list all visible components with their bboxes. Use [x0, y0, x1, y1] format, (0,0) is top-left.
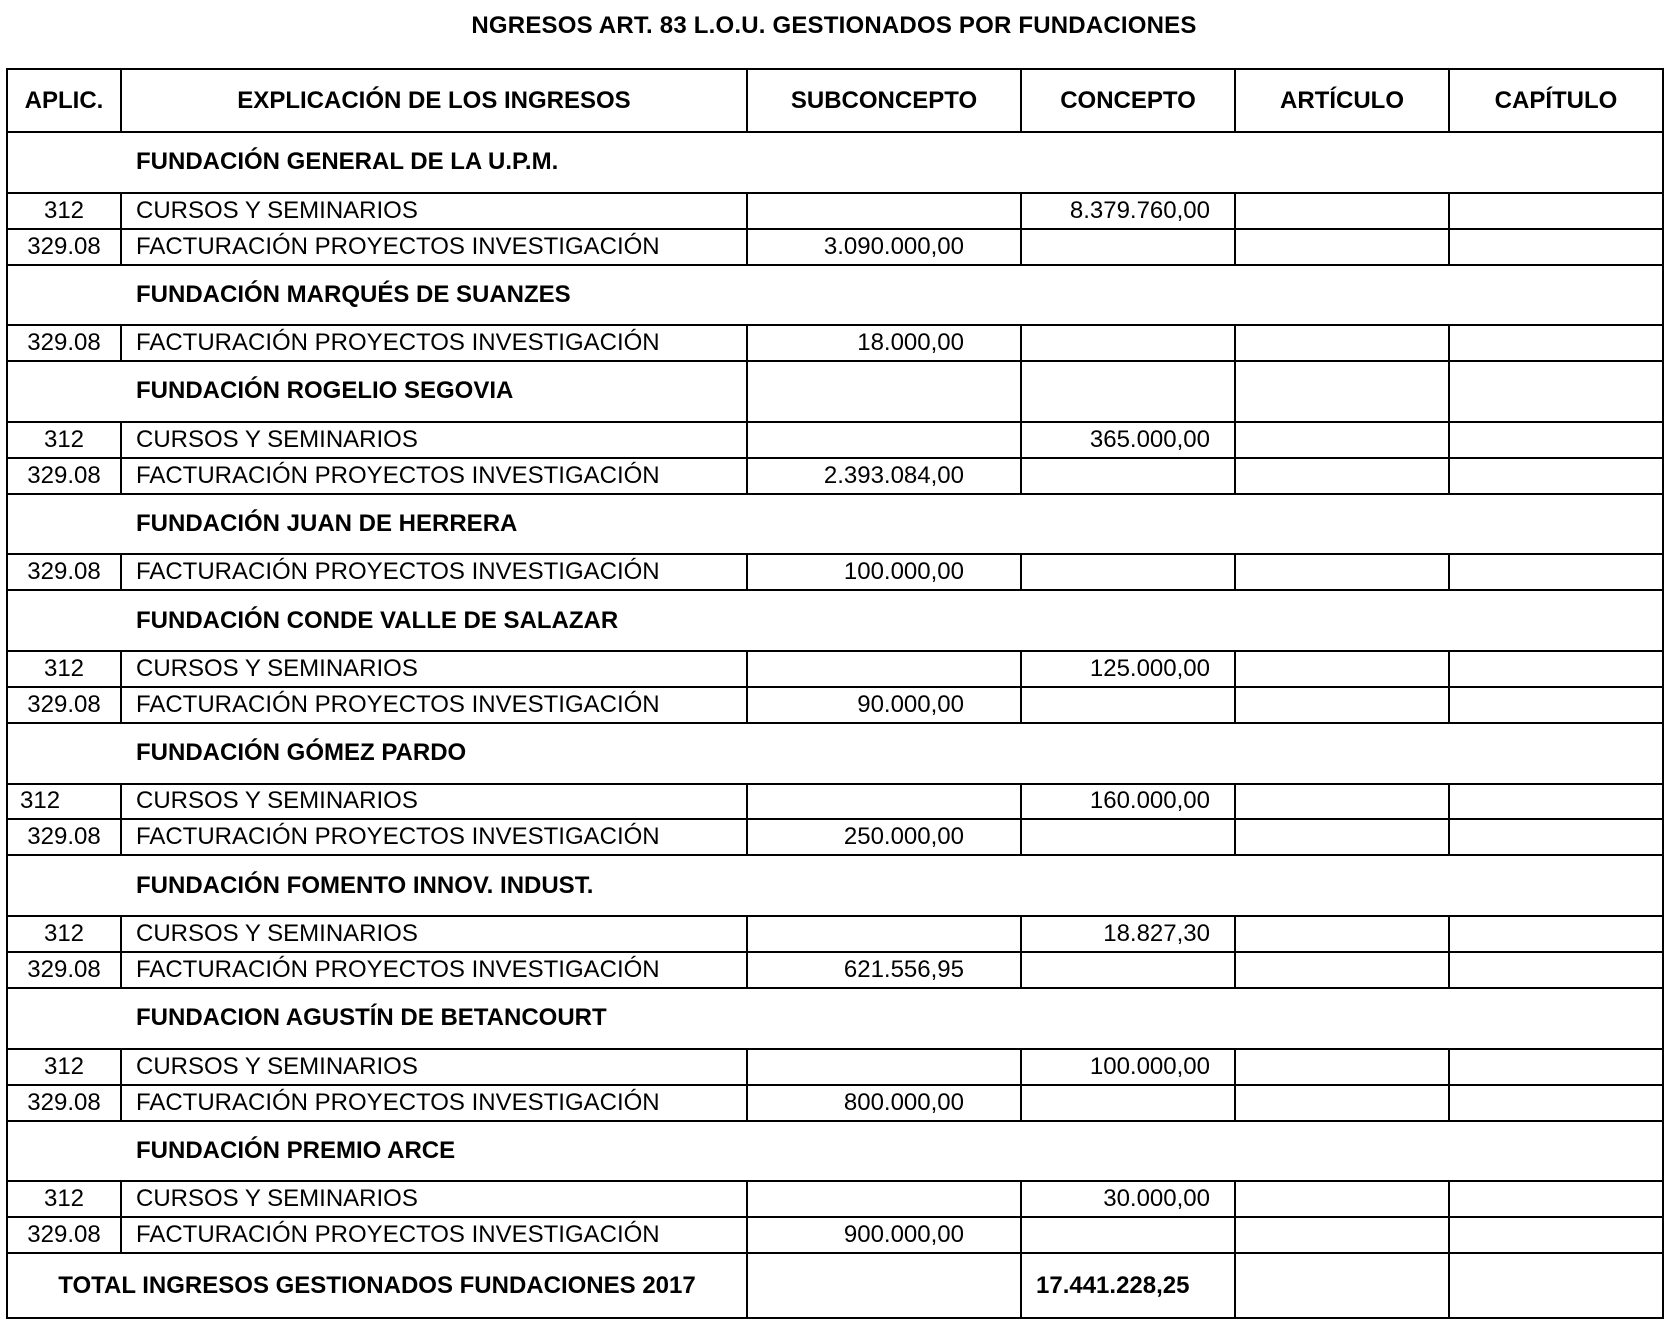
group-empty-cell: [1021, 265, 1235, 326]
concepto-cell: [1021, 819, 1235, 855]
header-aplic: APLIC.: [7, 69, 121, 132]
articulo-cell: [1235, 422, 1449, 458]
group-empty-cell: [1449, 132, 1663, 193]
group-empty-cell: [1021, 855, 1235, 916]
group-empty-cell: [1449, 494, 1663, 555]
group-empty-cell: [1235, 723, 1449, 784]
group-empty-cell: [747, 855, 1021, 916]
table-row: [7, 229, 1663, 265]
foundation-group-row: [7, 494, 1663, 555]
description-cell: FACTURACIÓN PROYECTOS INVESTIGACIÓN: [121, 1085, 747, 1121]
foundation-name: FUNDACIÓN MARQUÉS DE SUANZES: [7, 265, 747, 326]
subconcepto-cell: [747, 1181, 1021, 1217]
aplic-cell: 329.08: [7, 458, 121, 494]
foundation-group-row: [7, 361, 1663, 422]
group-empty-cell: [1235, 132, 1449, 193]
group-empty-cell: [1021, 361, 1235, 422]
table-row: [7, 687, 1663, 723]
description-cell: CURSOS Y SEMINARIOS: [121, 784, 747, 820]
foundation-name: FUNDACIÓN GÓMEZ PARDO: [7, 723, 747, 784]
subconcepto-cell: [747, 422, 1021, 458]
aplic-cell: 312: [7, 422, 121, 458]
table-row: [7, 1085, 1663, 1121]
description-cell: FACTURACIÓN PROYECTOS INVESTIGACIÓN: [121, 458, 747, 494]
group-empty-cell: [1021, 988, 1235, 1049]
subconcepto-cell: 90.000,00: [747, 687, 1021, 723]
articulo-cell: [1235, 1181, 1449, 1217]
table-row: [7, 325, 1663, 361]
description-cell: CURSOS Y SEMINARIOS: [121, 651, 747, 687]
total-label: TOTAL INGRESOS GESTIONADOS FUNDACIONES 2017: [7, 1253, 747, 1318]
concepto-cell: [1021, 458, 1235, 494]
foundation-name: FUNDACION AGUSTÍN DE BETANCOURT: [7, 988, 747, 1049]
concepto-cell: [1021, 952, 1235, 988]
capitulo-cell: [1449, 651, 1663, 687]
concepto-cell: [1021, 325, 1235, 361]
table-row: [7, 458, 1663, 494]
articulo-cell: [1235, 819, 1449, 855]
capitulo-cell: [1449, 784, 1663, 820]
subconcepto-cell: 250.000,00: [747, 819, 1021, 855]
aplic-cell: 329.08: [7, 554, 121, 590]
subconcepto-cell: 100.000,00: [747, 554, 1021, 590]
table-row: [7, 554, 1663, 590]
table-row: [7, 784, 1663, 820]
foundation-group-row: [7, 265, 1663, 326]
articulo-cell: [1235, 916, 1449, 952]
description-cell: FACTURACIÓN PROYECTOS INVESTIGACIÓN: [121, 687, 747, 723]
table-row: [7, 952, 1663, 988]
total-articulo-cell: [1235, 1253, 1449, 1318]
table-row: [7, 193, 1663, 229]
concepto-cell: 18.827,30: [1021, 916, 1235, 952]
header-articulo: ARTÍCULO: [1235, 69, 1449, 132]
description-cell: FACTURACIÓN PROYECTOS INVESTIGACIÓN: [121, 952, 747, 988]
group-empty-cell: [1449, 1121, 1663, 1182]
header-capitulo: CAPÍTULO: [1449, 69, 1663, 132]
aplic-cell: 329.08: [7, 952, 121, 988]
concepto-cell: [1021, 1085, 1235, 1121]
aplic-cell: 312: [7, 1049, 121, 1085]
description-cell: CURSOS Y SEMINARIOS: [121, 193, 747, 229]
subconcepto-cell: [747, 651, 1021, 687]
articulo-cell: [1235, 1085, 1449, 1121]
group-empty-cell: [747, 723, 1021, 784]
subconcepto-cell: 2.393.084,00: [747, 458, 1021, 494]
aplic-cell: 312: [7, 193, 121, 229]
group-empty-cell: [1021, 590, 1235, 651]
header-concepto: CONCEPTO: [1021, 69, 1235, 132]
header-row: [7, 69, 1663, 132]
group-empty-cell: [1449, 361, 1663, 422]
capitulo-cell: [1449, 325, 1663, 361]
group-empty-cell: [1021, 132, 1235, 193]
concepto-cell: [1021, 1217, 1235, 1253]
articulo-cell: [1235, 651, 1449, 687]
group-empty-cell: [1021, 494, 1235, 555]
foundation-group-row: [7, 855, 1663, 916]
group-empty-cell: [1021, 1121, 1235, 1182]
total-capitulo-cell: [1449, 1253, 1663, 1318]
aplic-cell: 329.08: [7, 687, 121, 723]
total-concepto: 17.441.228,25: [1021, 1253, 1235, 1318]
aplic-cell: 312: [7, 784, 121, 820]
foundation-name: FUNDACIÓN ROGELIO SEGOVIA: [7, 361, 747, 422]
group-empty-cell: [747, 265, 1021, 326]
group-empty-cell: [1235, 494, 1449, 555]
group-empty-cell: [1449, 265, 1663, 326]
header-subconcepto: SUBCONCEPTO: [747, 69, 1021, 132]
group-empty-cell: [747, 988, 1021, 1049]
foundation-name: FUNDACIÓN CONDE VALLE DE SALAZAR: [7, 590, 747, 651]
subconcepto-cell: 621.556,95: [747, 952, 1021, 988]
aplic-cell: 329.08: [7, 229, 121, 265]
table-row: [7, 1049, 1663, 1085]
capitulo-cell: [1449, 229, 1663, 265]
table-row: [7, 651, 1663, 687]
capitulo-cell: [1449, 1049, 1663, 1085]
foundation-group-row: [7, 988, 1663, 1049]
foundation-name: FUNDACIÓN FOMENTO INNOV. INDUST.: [7, 855, 747, 916]
concepto-cell: [1021, 554, 1235, 590]
table-row: [7, 1181, 1663, 1217]
total-row: [7, 1253, 1663, 1318]
group-empty-cell: [1235, 855, 1449, 916]
group-empty-cell: [1449, 988, 1663, 1049]
group-empty-cell: [747, 132, 1021, 193]
table-row: [7, 422, 1663, 458]
concepto-cell: 160.000,00: [1021, 784, 1235, 820]
subconcepto-cell: [747, 193, 1021, 229]
group-empty-cell: [1449, 855, 1663, 916]
foundation-name: FUNDACIÓN GENERAL DE LA U.P.M.: [7, 132, 747, 193]
group-empty-cell: [1235, 1121, 1449, 1182]
capitulo-cell: [1449, 687, 1663, 723]
aplic-cell: 312: [7, 651, 121, 687]
concepto-cell: 365.000,00: [1021, 422, 1235, 458]
subconcepto-cell: 18.000,00: [747, 325, 1021, 361]
articulo-cell: [1235, 325, 1449, 361]
table-row: [7, 1217, 1663, 1253]
description-cell: CURSOS Y SEMINARIOS: [121, 1049, 747, 1085]
total-subconcepto-cell: [747, 1253, 1021, 1318]
group-empty-cell: [1021, 723, 1235, 784]
concepto-cell: [1021, 229, 1235, 265]
group-empty-cell: [747, 494, 1021, 555]
aplic-cell: 329.08: [7, 325, 121, 361]
capitulo-cell: [1449, 554, 1663, 590]
table-row: [7, 819, 1663, 855]
description-cell: FACTURACIÓN PROYECTOS INVESTIGACIÓN: [121, 819, 747, 855]
aplic-cell: 329.08: [7, 1217, 121, 1253]
group-empty-cell: [747, 361, 1021, 422]
articulo-cell: [1235, 554, 1449, 590]
subconcepto-cell: 900.000,00: [747, 1217, 1021, 1253]
capitulo-cell: [1449, 1085, 1663, 1121]
description-cell: CURSOS Y SEMINARIOS: [121, 916, 747, 952]
group-empty-cell: [1235, 988, 1449, 1049]
foundation-name: FUNDACIÓN JUAN DE HERRERA: [7, 494, 747, 555]
aplic-cell: 329.08: [7, 1085, 121, 1121]
header-explicacion: EXPLICACIÓN DE LOS INGRESOS: [121, 69, 747, 132]
group-empty-cell: [747, 1121, 1021, 1182]
description-cell: FACTURACIÓN PROYECTOS INVESTIGACIÓN: [121, 554, 747, 590]
description-cell: FACTURACIÓN PROYECTOS INVESTIGACIÓN: [121, 325, 747, 361]
subconcepto-cell: 3.090.000,00: [747, 229, 1021, 265]
concepto-cell: 8.379.760,00: [1021, 193, 1235, 229]
articulo-cell: [1235, 687, 1449, 723]
subconcepto-cell: 800.000,00: [747, 1085, 1021, 1121]
subconcepto-cell: [747, 1049, 1021, 1085]
capitulo-cell: [1449, 916, 1663, 952]
description-cell: CURSOS Y SEMINARIOS: [121, 422, 747, 458]
foundation-group-row: [7, 590, 1663, 651]
income-table: [6, 68, 1664, 1319]
foundation-group-row: [7, 723, 1663, 784]
aplic-cell: 312: [7, 916, 121, 952]
concepto-cell: 30.000,00: [1021, 1181, 1235, 1217]
articulo-cell: [1235, 784, 1449, 820]
articulo-cell: [1235, 1049, 1449, 1085]
description-cell: FACTURACIÓN PROYECTOS INVESTIGACIÓN: [121, 1217, 747, 1253]
group-empty-cell: [1235, 265, 1449, 326]
capitulo-cell: [1449, 819, 1663, 855]
subconcepto-cell: [747, 784, 1021, 820]
group-empty-cell: [1235, 590, 1449, 651]
table-row: [7, 916, 1663, 952]
concepto-cell: 125.000,00: [1021, 651, 1235, 687]
foundation-group-row: [7, 132, 1663, 193]
articulo-cell: [1235, 458, 1449, 494]
aplic-cell: 329.08: [7, 819, 121, 855]
capitulo-cell: [1449, 1181, 1663, 1217]
articulo-cell: [1235, 952, 1449, 988]
group-empty-cell: [747, 590, 1021, 651]
description-cell: CURSOS Y SEMINARIOS: [121, 1181, 747, 1217]
page-title: NGRESOS ART. 83 L.O.U. GESTIONADOS POR FUNDACIONES: [471, 12, 1197, 39]
group-empty-cell: [1235, 361, 1449, 422]
capitulo-cell: [1449, 952, 1663, 988]
capitulo-cell: [1449, 193, 1663, 229]
description-cell: FACTURACIÓN PROYECTOS INVESTIGACIÓN: [121, 229, 747, 265]
capitulo-cell: [1449, 1217, 1663, 1253]
subconcepto-cell: [747, 916, 1021, 952]
articulo-cell: [1235, 1217, 1449, 1253]
articulo-cell: [1235, 229, 1449, 265]
concepto-cell: 100.000,00: [1021, 1049, 1235, 1085]
group-empty-cell: [1449, 723, 1663, 784]
aplic-cell: 312: [7, 1181, 121, 1217]
capitulo-cell: [1449, 458, 1663, 494]
capitulo-cell: [1449, 422, 1663, 458]
articulo-cell: [1235, 193, 1449, 229]
group-empty-cell: [1449, 590, 1663, 651]
foundation-name: FUNDACIÓN PREMIO ARCE: [7, 1121, 747, 1182]
table-body: [7, 132, 1663, 1318]
foundation-group-row: [7, 1121, 1663, 1182]
concepto-cell: [1021, 687, 1235, 723]
